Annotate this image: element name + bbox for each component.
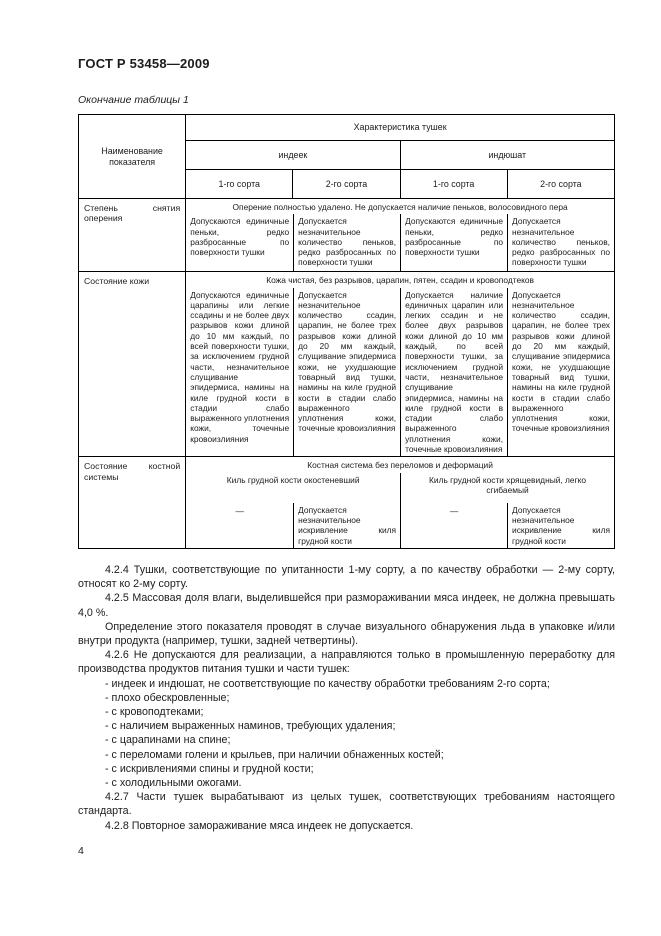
row-common-bones: Костная система без переломов и деформаций [307,460,493,471]
table-cell: Допускается незначительное количество пеньков, редко разбросанных по поверхности тушки [293,214,400,271]
table-row-plumage [79,199,615,272]
list-item: - с холодильными ожогами. [105,777,242,790]
table-cell-dash: — [400,503,507,548]
characteristics-table [78,114,615,549]
table-cell: Допускаются единичные пеньки, редко разбросанные по поверхности тушки [190,216,290,258]
list-item: - с переломами голени и крыльев, при наличии обнаженных костей; [105,748,444,761]
row-common-skin: Кожа чистая, без разрывов, царапин, пятен, ссадин и кровоподтеков [266,275,534,286]
list-item: - плохо обескровленные; [105,691,230,704]
table-cell: Допускается незначительное количество ссадин, царапин, не более трех разрывов кожи длиной до 20 мм каждый, слущивание эпидермиса кожи, не ухудшающие товарный вид тушки, намины на киле грудной кости в стадии слабо выраженного уплотнения кожи, точечные кровоизлияния [293,288,400,457]
table-cell: Допускается незначительное количество пеньков, редко разбросанных по поверхности тушки [507,214,614,271]
table-subhead: Киль грудной кости окостеневший [226,474,360,485]
table-row-skin [79,272,615,457]
header-span-title: Характеристика тушек [186,115,615,141]
list-item: - с царапинами на спине; [105,734,231,747]
list-item: - с искривлениями спины и грудной кости; [105,762,314,775]
page-number: 4 [78,845,84,857]
list-item: - с наличием выраженных наминов, требующих удаления; [105,720,396,733]
row-common-plumage: Оперение полностью удалено. Не допускается наличие пеньков, волосовидного пера [232,202,568,212]
row-label-skin: Состояние кожи [79,272,186,457]
table-subhead: Киль грудной кости хрящевидный, легко сгибаемый [400,473,614,503]
list-item: - с кровоподтеками; [105,706,204,719]
list-item: - индеек и индюшат, не соответствующие по качеству обработки требованиям 2-го сорта; [105,677,550,690]
paragraph-4-2-4: 4.2.4 Тушки, соответствующие по упитанности 1-му сорту, а по качеству обработки — 2-му сорту, относят ко 2-му сорту. [78,564,615,591]
header-grade-3: 1-го сорта [400,170,507,199]
paragraph-4-2-5: 4.2.5 Массовая доля влаги, выделившейся при размораживании мяса индеек, не должна превышать 4,0 %. [78,592,615,619]
table-cell: Допускается наличие единичных царапин или легких ссадин и не более двух разрывов кожи длиной до 10 мм каждый, по всей поверхности тушки, за исключением грудной части, незначительное слущивание эпидермиса, намины на киле грудной кости в стадии слабо выраженного уплотнения кожи, точечные кровоизлияния [400,288,507,457]
header-group-indyushat: индюшат [400,141,614,170]
table-caption: Окончание таблицы 1 [78,94,189,106]
row-label-plumage: Степень снятия оперения [79,199,186,272]
standard-number: ГОСТ Р 53458—2009 [78,56,210,71]
paragraph-definition: Определение этого показателя проводят в случае визуального обнаружения льда в упаковке и/или внутри продукта (например, тушки, задней четвертины). [78,620,615,648]
table-cell: Допускается незначительное количество ссадин, царапин, не более трех разрывов кожи длиной до 20 мм каждый, слущивание эпидермиса кожи, не ухудшающие товарный вид тушки, намины на киле грудной кости в стадии слабо выраженного уплотнения кожи, точечные кровоизлияния [507,288,614,457]
header-grade-2: 2-го сорта [293,170,400,199]
table-cell: Допускаются единичные царапины или легкие ссадины и не более двух разрывов кожи длиной до 10 мм каждый, по всей поверхности тушки, за исключением грудной части, незначительное слущивание эпидермиса, намины на киле грудной кости в стадии слабо выраженного уплотнения кожи, точечные кровоизлияния [190,289,290,444]
header-grade-1: 1-го сорта [186,170,293,199]
table-cell: Допускаются единичные пеньки, редко разбросанные по поверхности тушки [400,214,507,271]
row-label-bones: Состояние костной системы [79,457,186,548]
table-row-bones [79,457,615,548]
body-text [78,563,615,833]
table-cell: Допускается незначительное искривление киля грудной кости [293,503,400,548]
header-grade-4: 2-го сорта [507,170,614,199]
paragraph-4-2-7: 4.2.7 Части тушек вырабатывают из целых тушек, соответствующих требованиям настоящего стандарта. [78,791,615,818]
paragraph-4-2-6: 4.2.6 Не допускаются для реализации, а направляются только в промышленную переработку для производства продуктов питания тушки и части тушек: [78,649,615,676]
table-cell: Допускается незначительное искривление киля грудной кости [507,503,614,548]
paragraph-4-2-8: 4.2.8 Повторное замораживание мяса индеек не допускается. [105,819,414,832]
header-name-column: Наименование показателя [79,115,186,199]
table-cell-dash: — [235,505,244,516]
header-group-indeek: индеек [186,141,400,170]
